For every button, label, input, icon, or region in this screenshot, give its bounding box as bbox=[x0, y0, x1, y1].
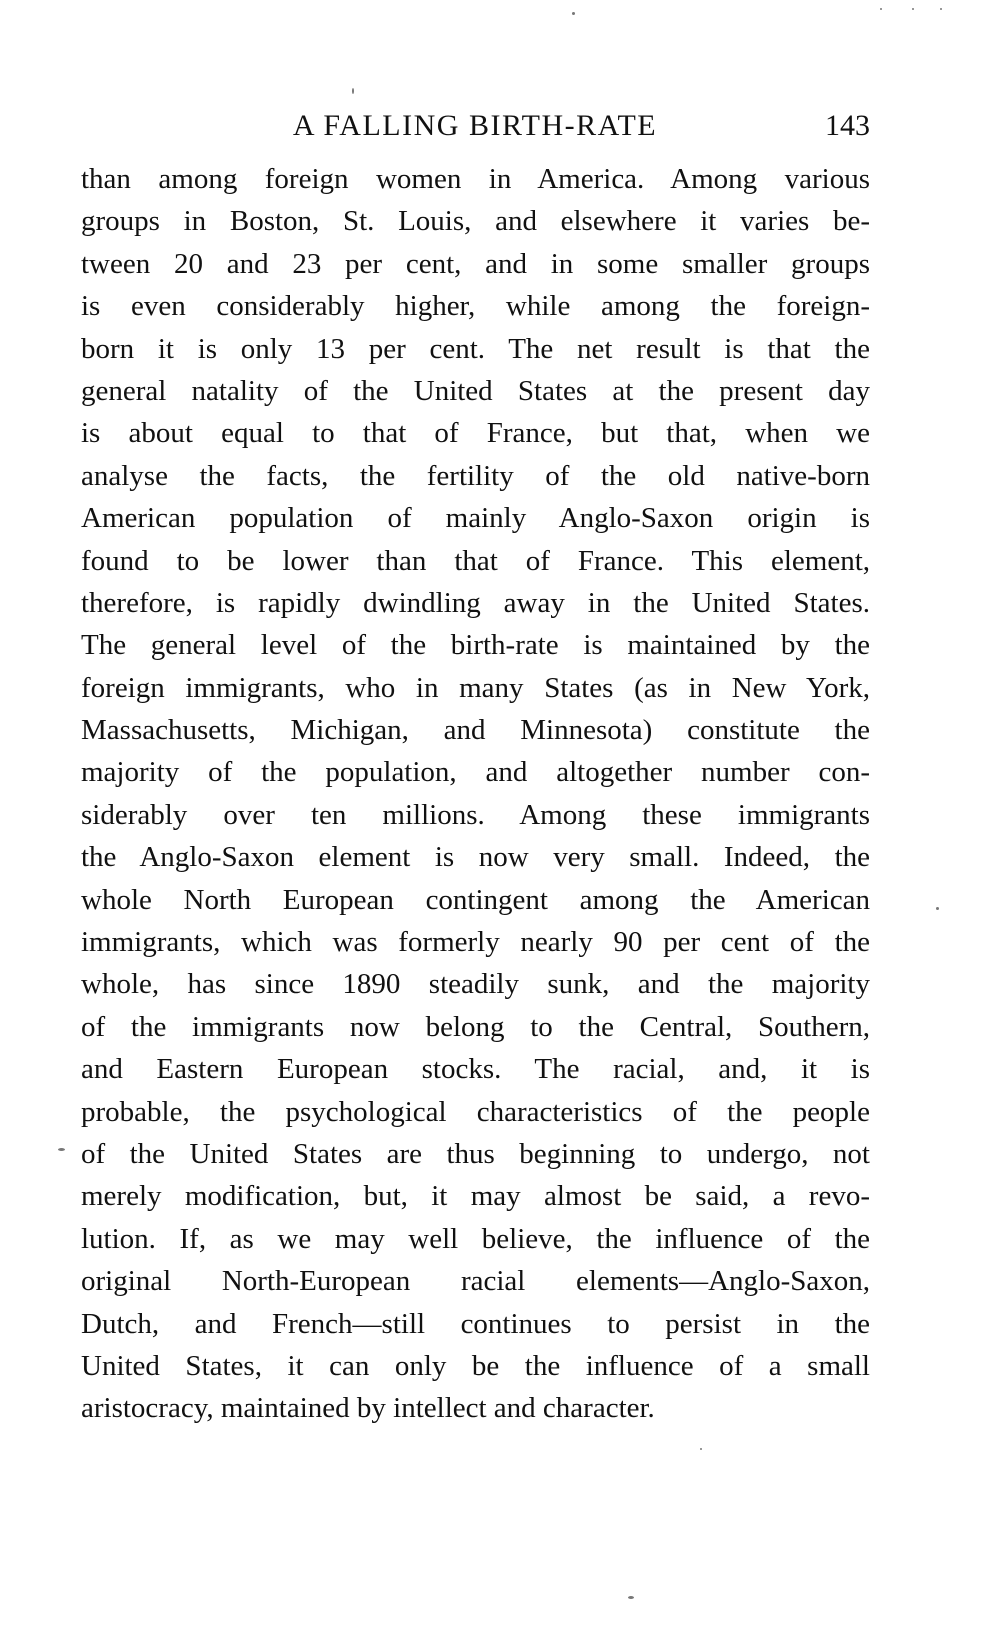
text-line: tween 20 and 23 per cent, and in some smaller groups bbox=[81, 247, 870, 280]
body-paragraph bbox=[81, 158, 870, 1430]
scan-speck bbox=[700, 1448, 702, 1450]
scan-speck bbox=[912, 8, 914, 10]
text-line: of the immigrants now belong to the Central, Southern, bbox=[81, 1010, 870, 1043]
text-line: the Anglo-Saxon element is now very small. Indeed, the bbox=[81, 841, 870, 874]
running-title: A FALLING BIRTH-RATE bbox=[292, 109, 658, 142]
scan-speck bbox=[936, 907, 939, 910]
scan-speck bbox=[352, 88, 354, 94]
text-line: is even considerably higher, while among the foreign- bbox=[81, 290, 870, 323]
text-line: United States, it can only be the influence of a small bbox=[81, 1349, 870, 1382]
text-line: foreign immigrants, who in many States (as in New York, bbox=[81, 671, 870, 704]
text-line: than among foreign women in America. Among various bbox=[81, 163, 870, 195]
text-line: American population of mainly Anglo-Saxon origin is bbox=[81, 502, 870, 535]
text-line: groups in Boston, St. Louis, and elsewhere it varies be- bbox=[81, 205, 870, 238]
text-line: lution. If, as we may well believe, the influence of the bbox=[81, 1222, 870, 1255]
text-line: whole, has since 1890 steadily sunk, and the majority bbox=[81, 968, 870, 1001]
text-line: therefore, is rapidly dwindling away in the United States. bbox=[81, 586, 870, 619]
text-line: is about equal to that of France, but that, when we bbox=[81, 417, 870, 450]
scan-speck bbox=[880, 8, 882, 10]
text-line: and Eastern European stocks. The racial, and, it is bbox=[81, 1053, 870, 1086]
text-line: immigrants, which was formerly nearly 90 per cent of the bbox=[81, 926, 870, 959]
text-line: found to be lower than that of France. This element, bbox=[81, 544, 870, 577]
scan-speck bbox=[572, 12, 575, 15]
text-line: born it is only 13 per cent. The net result is that the bbox=[81, 332, 870, 365]
text-line: aristocracy, maintained by intellect and character. bbox=[81, 1392, 655, 1425]
text-line: siderably over ten millions. Among these immigrants bbox=[81, 798, 870, 831]
page-number: 143 bbox=[825, 109, 870, 142]
text-line: whole North European contingent among the American bbox=[81, 883, 870, 916]
text-line: general natality of the United States at the present day bbox=[81, 374, 870, 407]
text-line: majority of the population, and altogether number con- bbox=[81, 756, 870, 789]
scan-speck bbox=[940, 8, 942, 10]
text-line: merely modification, but, it may almost be said, a revo- bbox=[81, 1180, 870, 1213]
text-line: Dutch, and French—still continues to persist in the bbox=[81, 1307, 870, 1340]
text-line: Massachusetts, Michigan, and Minnesota) constitute the bbox=[81, 714, 870, 747]
text-line: of the United States are thus beginning to undergo, not bbox=[81, 1137, 870, 1170]
scan-speck bbox=[628, 1596, 634, 1599]
scan-speck bbox=[58, 1148, 65, 1151]
text-line: analyse the facts, the fertility of the old native-born bbox=[81, 459, 870, 492]
text-line: probable, the psychological characteristics of the people bbox=[81, 1095, 870, 1128]
text-line: original North-European racial elements—Anglo-Saxon, bbox=[81, 1265, 870, 1298]
running-head bbox=[80, 104, 870, 148]
text-line: The general level of the birth-rate is maintained by the bbox=[81, 629, 870, 662]
